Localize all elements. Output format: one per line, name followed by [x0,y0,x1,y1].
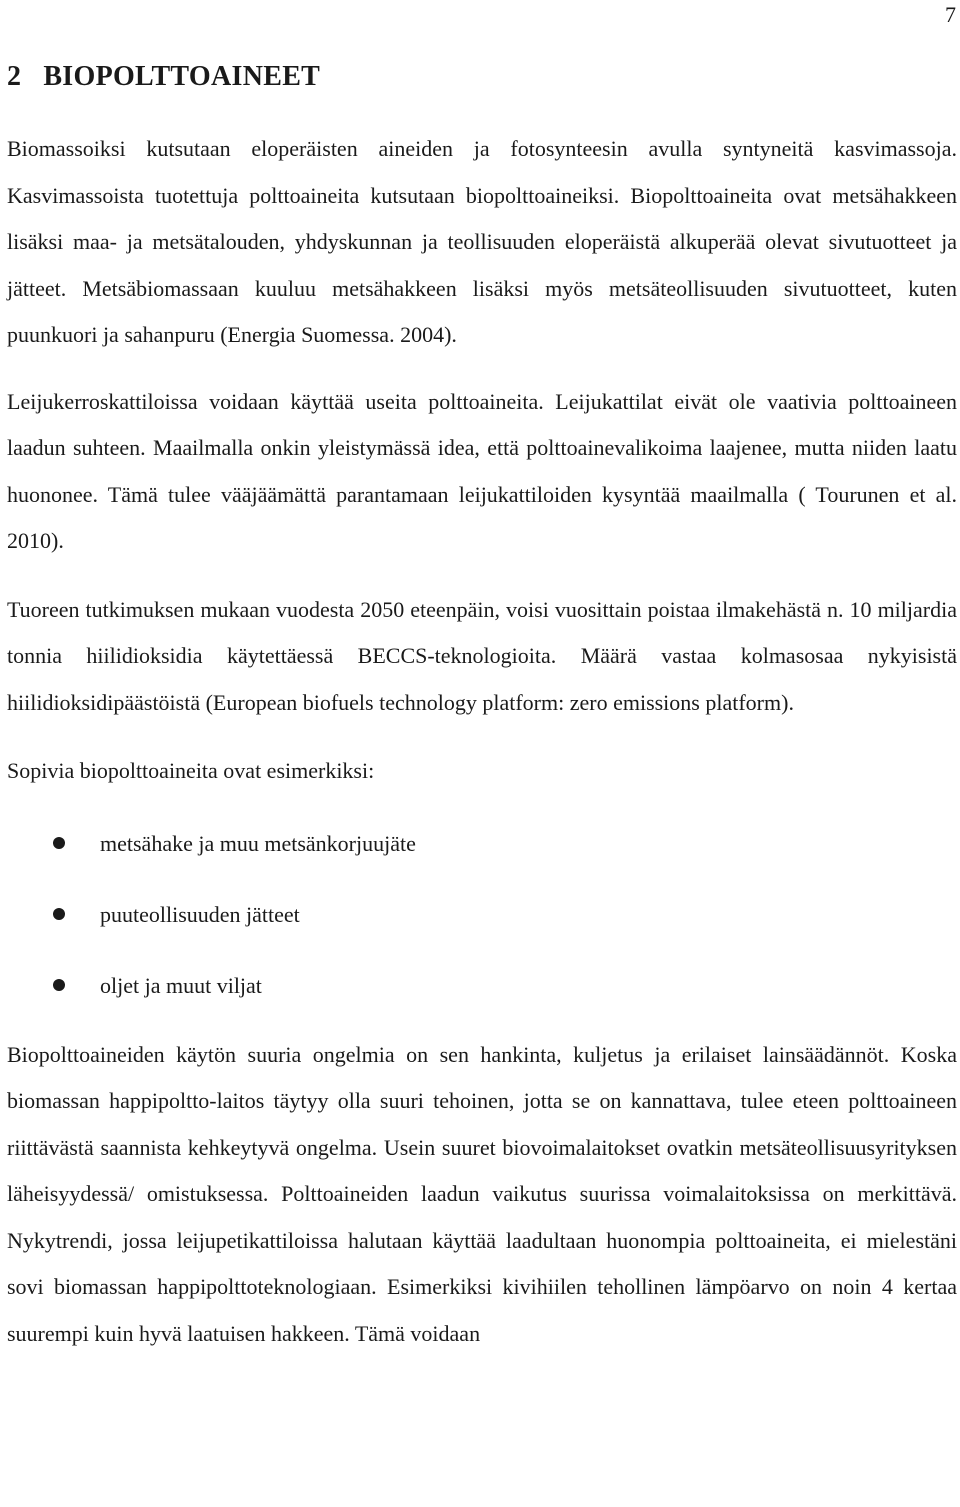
bullet-icon [53,908,65,920]
fuel-examples-list [7,821,957,1009]
list-item [7,963,957,1009]
paragraph-biomass-definition: Biomassoiksi kutsutaan eloperäisten aineiden ja fotosynteesin avulla syntyneitä kasvimassoja. Kasvimassoista tuotettuja polttoaineita kutsutaan biopolttoaineiksi. Biopolttoaineita ovat metsähakkeen lisäksi maa- ja metsätalouden, yhdyskunnan ja teollisuuden eloperäistä alkuperää olevat sivutuotteet ja jätteet. Metsäbiomassaan kuuluu metsähakkeen lisäksi myös metsäteollisuuden sivutuotteet, kuten puunkuori ja sahanpuru (Energia Suomessa. 2004). [7,136,957,347]
bullet-icon [53,837,65,849]
paragraph-problems: Biopolttoaineiden käytön suuria ongelmia on sen hankinta, kuljetus ja erilaiset lainsäädännöt. Koska biomassan happipoltto-laitos täytyy olla suuri tehoinen, jotta se on kannattava, tulee eteen polttoaineen riittävästä saannista kehkeytyvä ongelma. Usein suuret biovoimalaitokset ovatkin metsäteollisuusyrityksen läheisyydessä/ omistuksessa. Polttoaineiden laadun vaikutus suurissa voimalaitoksissa on merkittävä. Nykytrendi, jossa leijupetikattiloissa halutaan käyttää laadultaan huonompia polttoaineita, ei mielestäni sovi biomassan happipolttoteknologiaan. Esimerkiksi kivihiilen tehollinen lämpöarvo on noin 4 kertaa suurempi kuin hyvä laatuisen hakkeen. Tämä voidaan [7,1041,957,1346]
paragraph-examples-intro: Sopivia biopolttoaineita ovat esimerkiksi: [7,758,375,783]
chapter-heading [7,52,957,102]
list-item-label: metsähake ja muu metsänkorjuujäte [100,830,416,856]
list-item-label: oljet ja muut viljat [100,972,262,998]
paragraph-beccs: Tuoreen tutkimuksen mukaan vuodesta 2050 eteenpäin, voisi vuosittain poistaa ilmakehästä n. 10 miljardia tonnia hiilidioksidia käytettäessä BECCS-teknologioita. Määrä vastaa kolmasosaa nykyisistä hiilidioksidipäästöistä (European biofuels technology platform: zero emissions platform). [7,596,957,715]
list-item [7,892,957,938]
page-number: 7 [945,2,956,27]
chapter-number: 2 [7,61,22,92]
bullet-icon [53,979,65,991]
document-body [7,52,957,1357]
list-item-label: puuteollisuuden jätteet [100,901,300,927]
list-item [7,821,957,867]
paragraph-fluidized-bed: Leijukerroskattiloissa voidaan käyttää useita polttoaineita. Leijukattilat eivät ole vaativia polttoaineen laadun suhteen. Maailmalla onkin yleistymässä idea, että polttoainevalikoima laajenee, mutta niiden laatu huononee. Tämä tulee vääjäämättä parantamaan leijukattiloiden kysyntää maailmalla ( Tourunen et al. 2010). [7,388,957,553]
chapter-title: BIOPOLTTOAINEET [43,61,321,92]
